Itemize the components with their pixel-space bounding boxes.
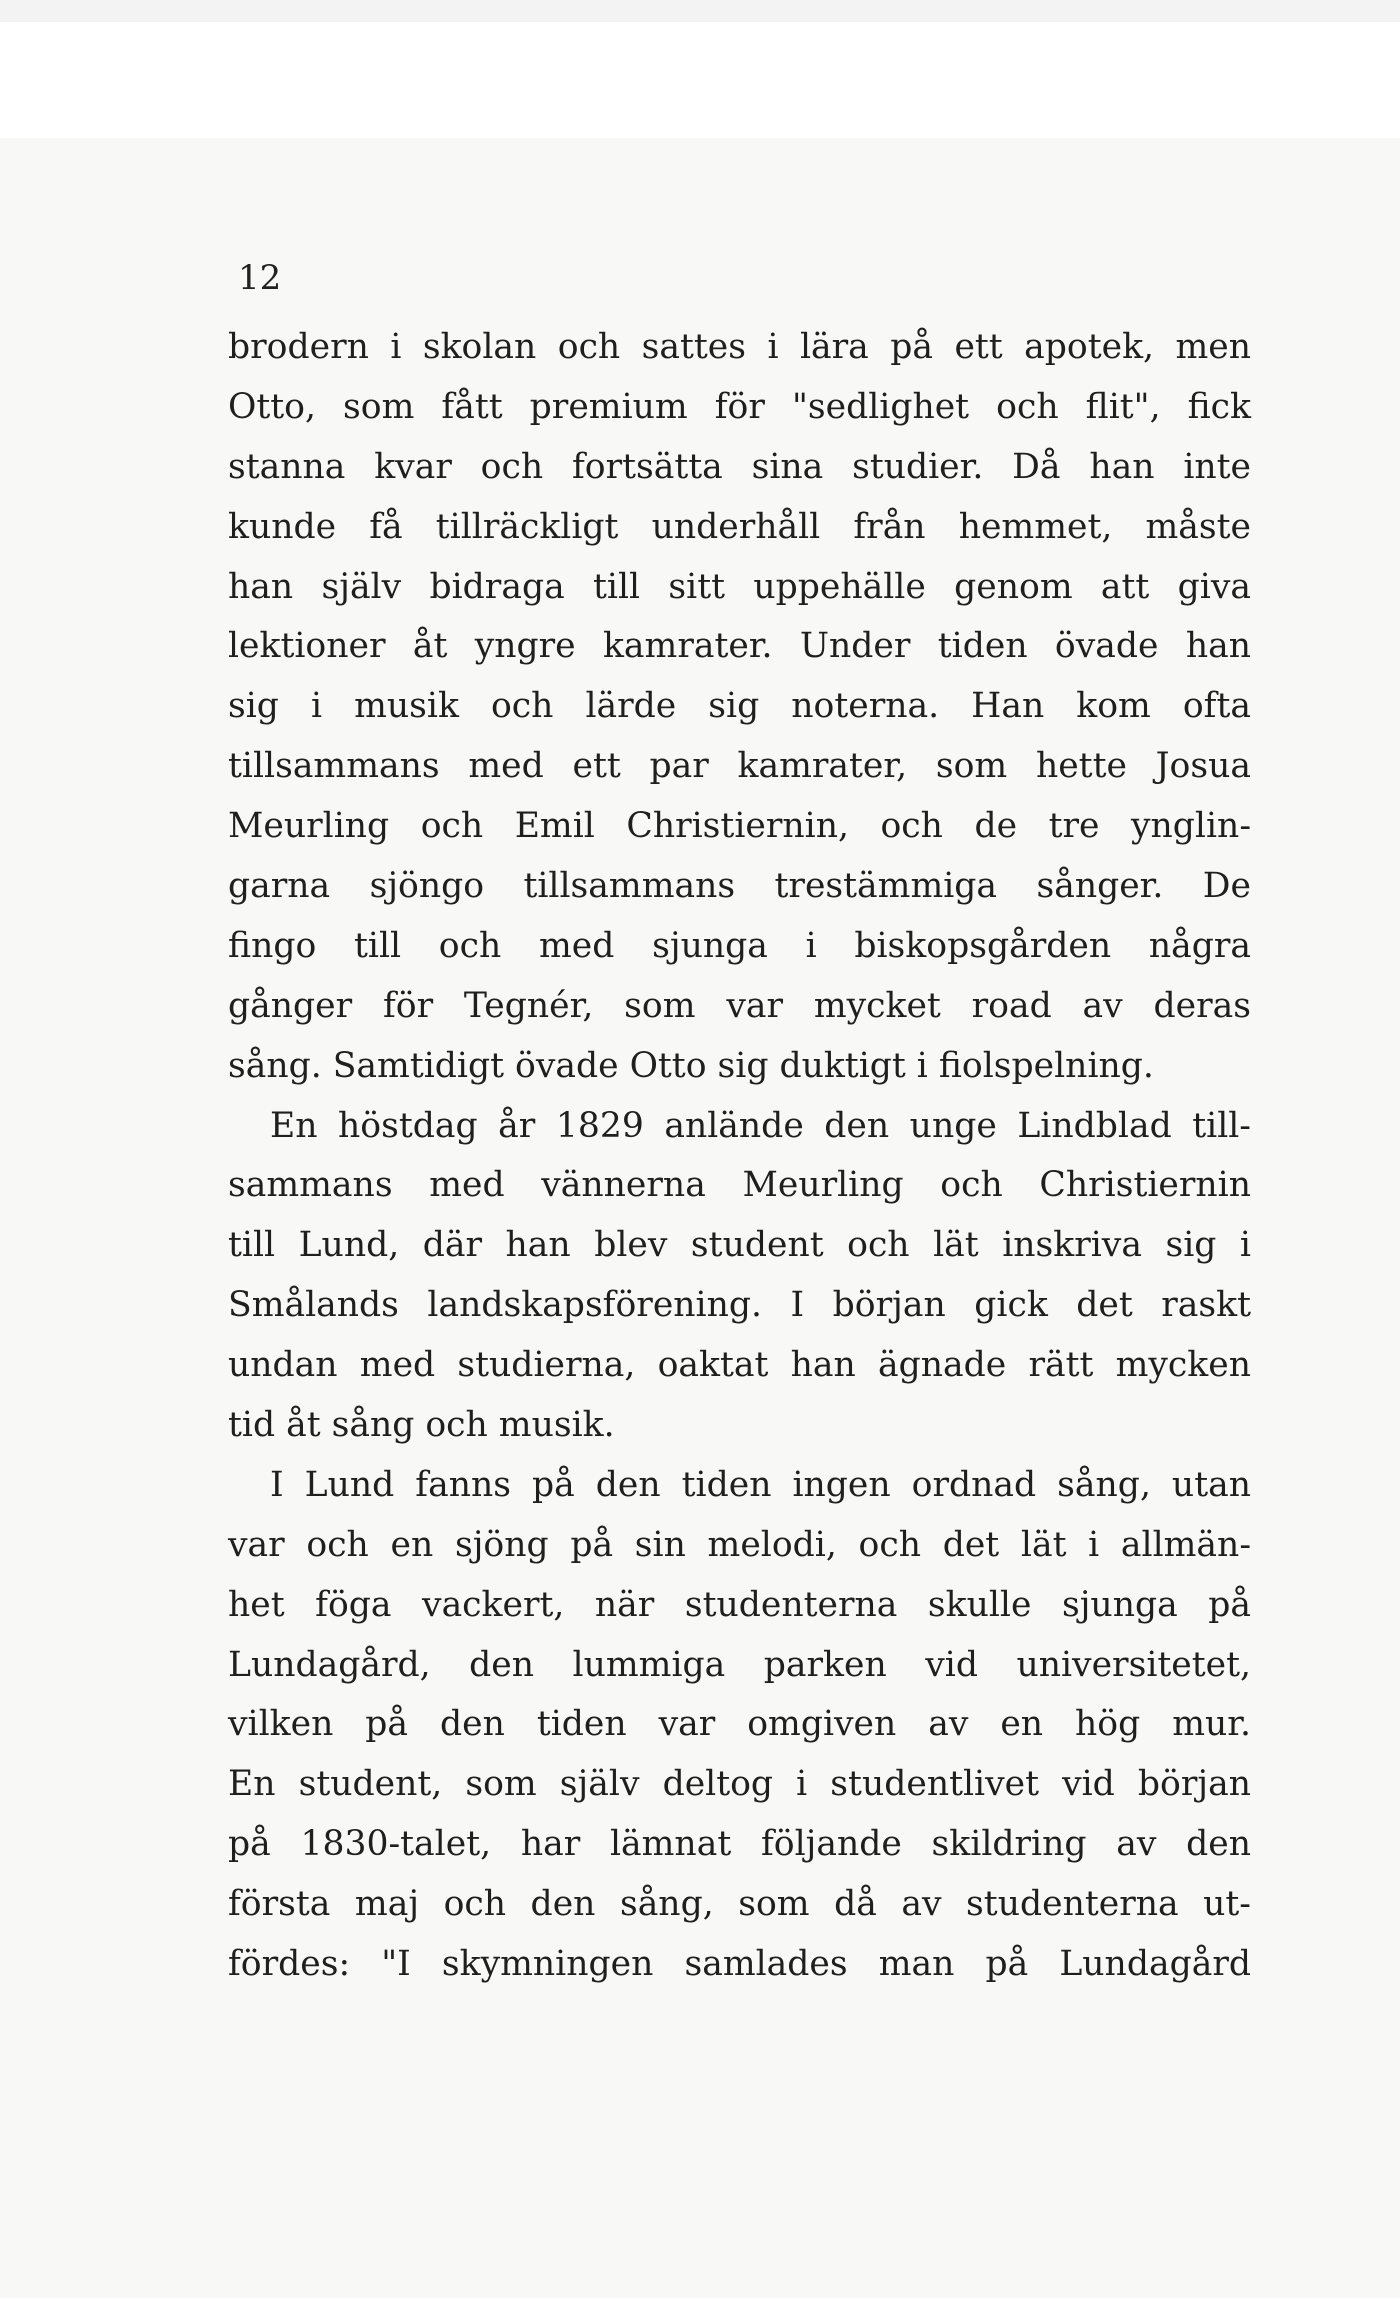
text-line: kunde få tillräckligt underhåll från hemmet, måste [228,506,1251,547]
text-line: Meurling och Emil Christiernin, och de tre ynglin- [228,806,1251,847]
text-line: het föga vackert, när studenterna skulle sjunga på [228,1584,1251,1625]
text-line: garna sjöngo tillsammans trestämmiga sånger. De [228,866,1251,907]
text-line: fördes: "I skymningen samlades man på Lundagård [228,1944,1251,1985]
text-line: Otto, som fått premium för "sedlighet och flit", fick [228,386,1251,427]
text-line: på 1830-talet, har lämnat följande skildring av den [228,1824,1251,1865]
body-text [228,318,1251,1995]
text-line: var och en sjöng på sin melodi, och det lät i allmän- [228,1524,1251,1565]
text-line: I Lund fanns på den tiden ingen ordnad sång, utan [270,1464,1251,1505]
text-line: undan med studierna, oaktat han ägnade rätt mycken [228,1345,1251,1386]
text-line: sig i musik och lärde sig noterna. Han kom ofta [228,686,1251,727]
text-line: lektioner åt yngre kamrater. Under tiden övade han [228,626,1251,667]
text-line: första maj och den sång, som då av studenterna ut- [228,1884,1251,1925]
text-line: gånger för Tegnér, som var mycket road av deras [228,985,1251,1026]
scan-top-strip [0,0,1400,22]
text-line: vilken på den tiden var omgiven av en hög mur. [228,1704,1251,1745]
text-line: han själv bidraga till sitt uppehälle genom att giva [228,566,1251,607]
text-line: stanna kvar och fortsätta sina studier. Då han inte [228,446,1251,487]
text-line: fingo till och med sjunga i biskopsgården några [228,925,1251,966]
text-line: Smålands landskapsförening. I början gick det raskt [228,1285,1251,1326]
page-number: 12 [238,258,282,298]
text-line: En student, som själv deltog i studentlivet vid början [228,1764,1251,1805]
text-line: Lundagård, den lummiga parken vid universitetet, [228,1644,1251,1685]
text-line: sammans med vännerna Meurling och Christiernin [228,1165,1251,1206]
text-line: sång. Samtidigt övade Otto sig duktigt i fiolspelning. [228,1045,1154,1086]
text-line: brodern i skolan och sattes i lära på ett apotek, men [228,327,1251,367]
text-line: En höstdag år 1829 anlände den unge Lindblad till- [270,1105,1251,1146]
text-line: tillsammans med ett par kamrater, som hette Josua [228,746,1251,787]
text-line: tid åt sång och musik. [228,1405,615,1446]
text-line: till Lund, där han blev student och lät inskriva sig i [228,1225,1251,1266]
